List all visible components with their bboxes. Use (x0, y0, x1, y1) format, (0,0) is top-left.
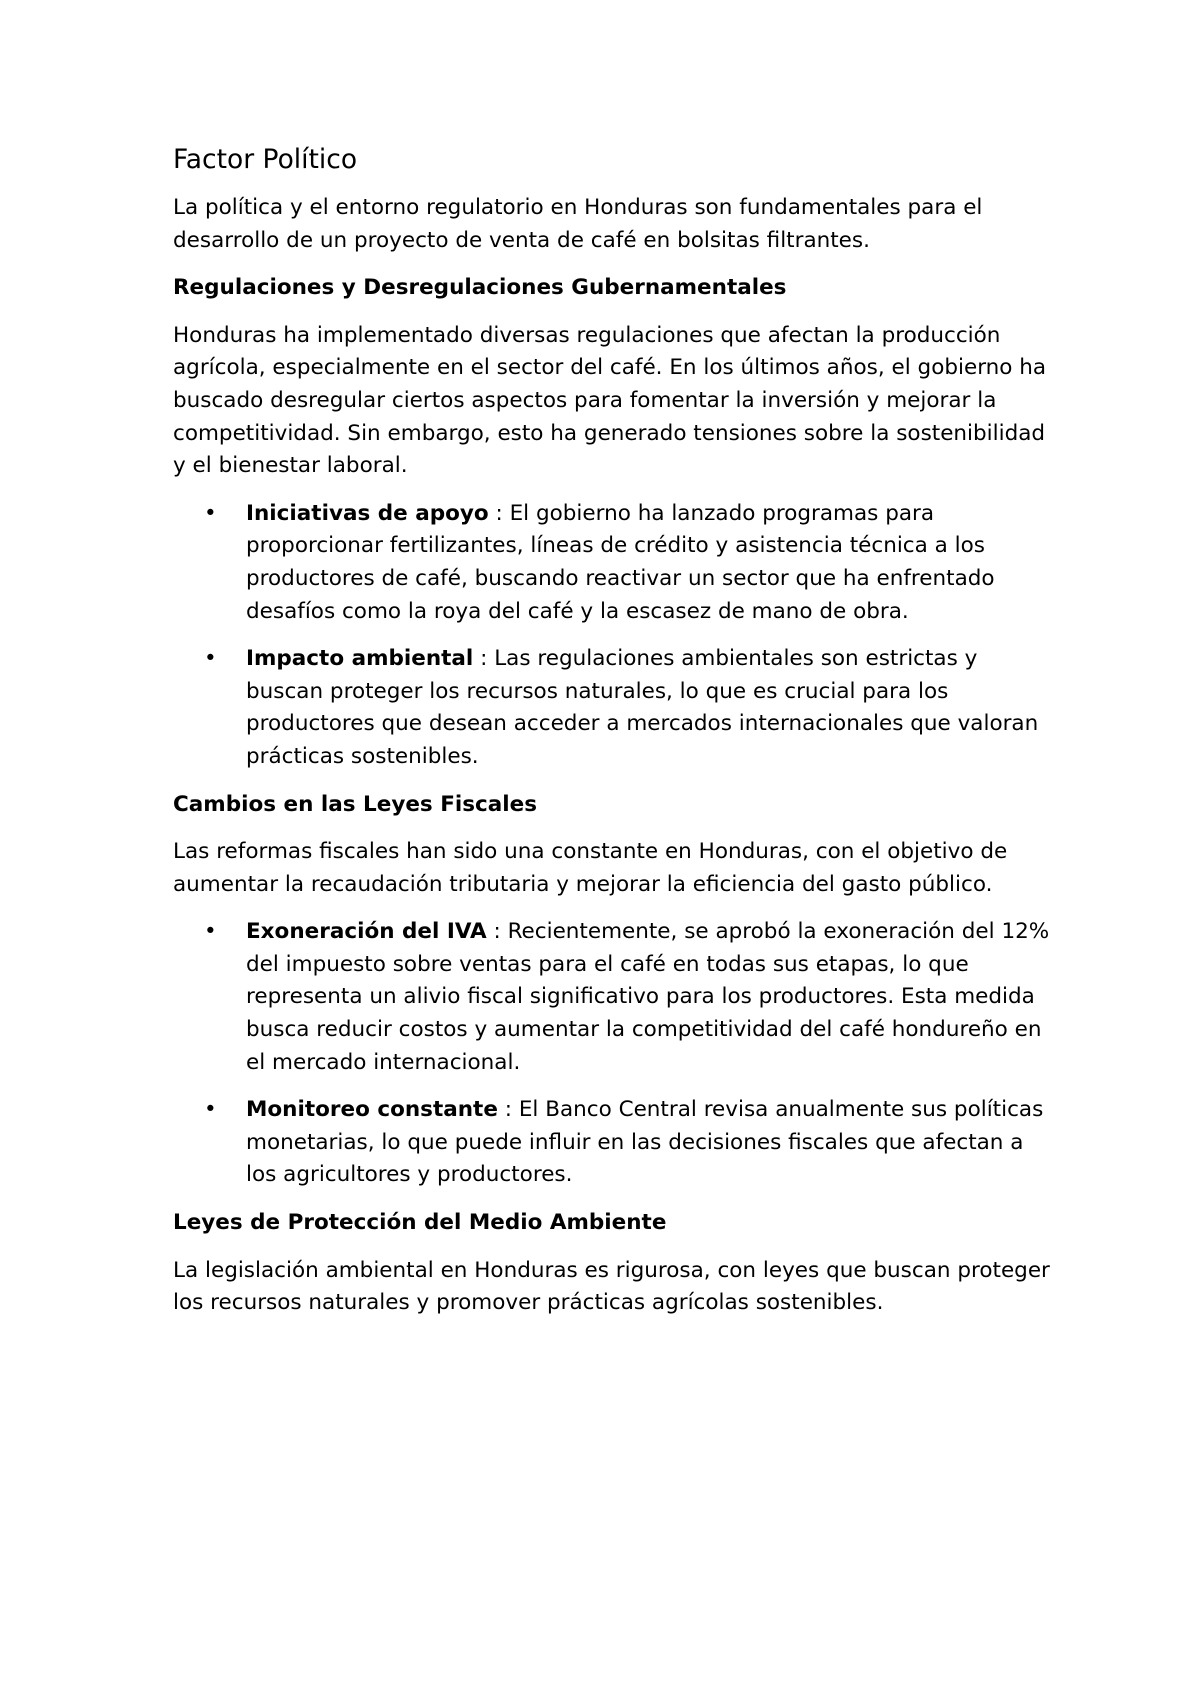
section-heading-medio-ambiente: Leyes de Protección del Medio Ambiente (173, 1210, 667, 1236)
section-body-leyes-fiscales: Las reformas fiscales han sido una constante en Honduras, con el objetivo de aumentar la recaudación tributaria y mejorar la eficiencia del gasto público. (173, 839, 1008, 897)
list-item-term: Impacto ambiental (246, 646, 474, 672)
list-item-text: : El Banco Central revisa anualmente sus políticas monetarias, lo que puede influir en las decisiones fiscales que afectan a los agricultores y productores. (246, 1097, 1044, 1188)
bullet-icon: • (204, 919, 217, 945)
section-heading-regulaciones: Regulaciones y Desregulaciones Gubernamentales (173, 275, 787, 301)
bullet-icon: • (204, 646, 217, 672)
section-heading-leyes-fiscales: Cambios en las Leyes Fiscales (173, 791, 538, 817)
list-item-text: : Recientemente, se aprobó la exoneración del 12% del impuesto sobre ventas para el café en todas sus etapas, lo que representa un alivio fiscal significativo para los productores. Esta medida busca reducir costos y aumentar la competitividad del café hondureño en el mercado internacional. (246, 919, 1050, 1075)
document-page (173, 140, 1053, 1335)
list-item (173, 498, 1053, 628)
page-title: Factor Político (173, 144, 358, 175)
list-item-text: : Las regulaciones ambientales son estrictas y buscan proteger los recursos naturales, lo que es crucial para los productores que desean acceder a mercados internacionales que valoran prácticas sostenibles. (246, 646, 1039, 769)
bullet-icon: • (204, 1097, 217, 1123)
intro-paragraph: La política y el entorno regulatorio en Honduras son fundamentales para el desarrollo de un proyecto de venta de café en bolsitas filtrantes. (173, 195, 983, 253)
section-body-medio-ambiente: La legislación ambiental en Honduras es rigurosa, con leyes que buscan proteger los recursos naturales y promover prácticas agrícolas sostenibles. (173, 1257, 1050, 1316)
list-item-term: Exoneración del IVA (246, 919, 487, 945)
list-item-term: Monitoreo constante (246, 1097, 498, 1123)
list-item-term: Iniciativas de apoyo (246, 500, 489, 526)
section-body-regulaciones: Honduras ha implementado diversas regulaciones que afectan la producción agrícola, especialmente en el sector del café. En los últimos años, el gobierno ha buscado desregular ciertos aspectos para fomentar la inversión y mejorar la competitividad. Sin embargo, esto ha generado tensiones sobre la sostenibilidad y el bienestar laboral. (173, 322, 1047, 479)
list-item (173, 916, 1053, 1079)
list-item-text: : El gobierno ha lanzado programas para proporcionar fertilizantes, líneas de crédito y asistencia técnica a los productores de café, buscando reactivar un sector que ha enfrentado desafíos como la roya del café y la escasez de mano de obra. (246, 500, 995, 624)
bullet-list-regulaciones (173, 498, 1053, 774)
list-item (173, 643, 1053, 773)
list-item (173, 1094, 1053, 1192)
bullet-list-leyes-fiscales (173, 916, 1053, 1192)
bullet-icon: • (204, 500, 217, 526)
